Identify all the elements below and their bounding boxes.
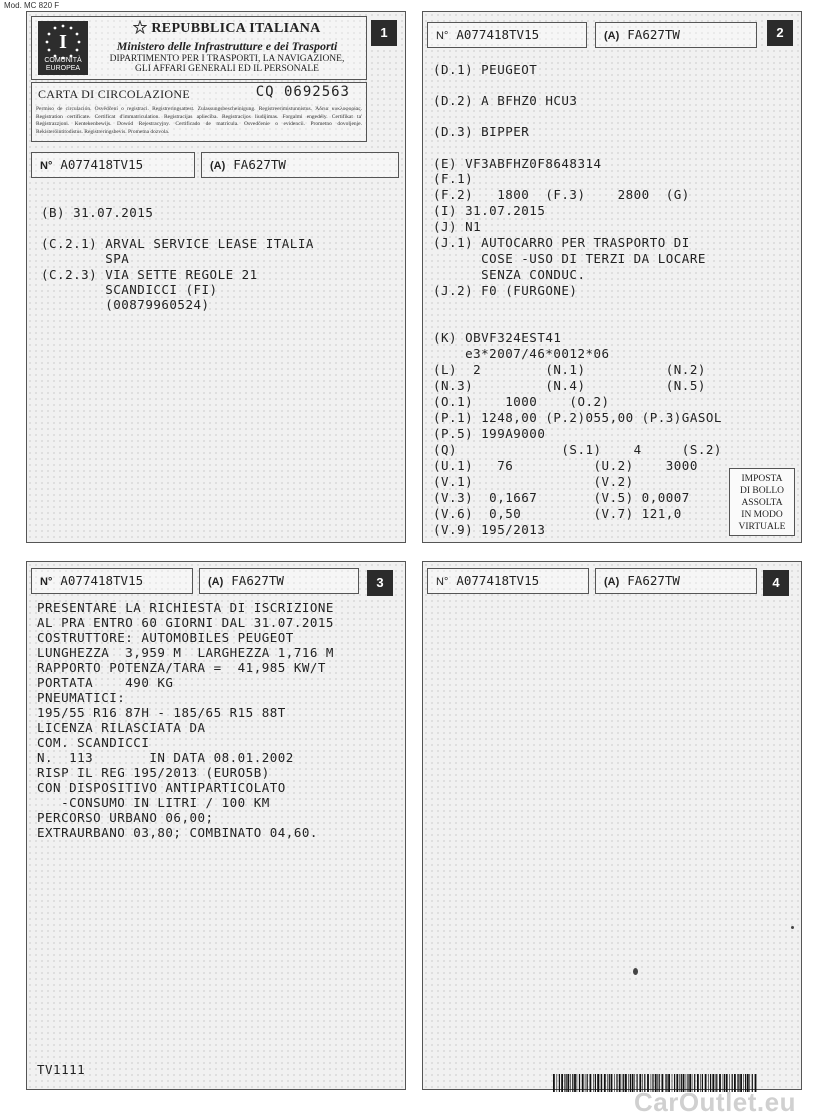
- republic-heading: [92, 20, 362, 74]
- text-line: PNEUMATICI:: [37, 690, 126, 705]
- a-label: (A): [604, 576, 620, 588]
- line-j1: (J.1) AUTOCARRO PER TRASPORTO DI: [433, 235, 690, 250]
- line-n3: (N.3) (N.4) (N.5): [433, 378, 706, 393]
- carta-block: [31, 82, 367, 142]
- a-value: FA627TW: [231, 573, 284, 588]
- footer-code: TV1111: [37, 1062, 86, 1077]
- line-j1-cont2: SENZA CONDUC.: [433, 267, 586, 282]
- line-q: (Q) (S.1) 4 (S.2): [433, 442, 722, 457]
- line-p5: (P.5) 199A9000: [433, 426, 546, 441]
- line-f2: (F.2) 1800 (F.3) 2800 (G): [433, 187, 690, 202]
- line-v1: (V.1) (V.2): [433, 474, 634, 489]
- line-d2: (D.2) A BFHZ0 HCU3: [433, 93, 578, 108]
- plate-box: [199, 568, 359, 594]
- plate-box: [201, 152, 399, 178]
- ministry-name: Ministero delle Infrastrutture e dei Trasporti: [116, 39, 338, 53]
- line-k-approval: e3*2007/46*0012*06: [433, 346, 610, 361]
- a-label: (A): [604, 30, 620, 42]
- eu-label: COMUNITÀ EUROPEA: [44, 57, 82, 72]
- text-line: EXTRAURBANO 03,80; COMBINATO 04,60.: [37, 825, 318, 840]
- line-j1-cont1: COSE -USO DI TERZI DA LOCARE: [433, 251, 706, 266]
- a-label: (A): [210, 160, 226, 172]
- country-letter: I: [59, 31, 67, 53]
- header-block: [31, 16, 367, 80]
- text-line: LUNGHEZZA 3,959 M LARGHEZZA 1,716 M: [37, 645, 334, 660]
- text-line: RISP IL REG 195/2013 (EURO5B): [37, 765, 270, 780]
- cq-number: CQ 0692563: [255, 84, 350, 100]
- document-number-box: [427, 568, 589, 594]
- multilanguage-text: Permiso de circulación. Osvědčení o registraci. Registreringsattest. Zulassungsbescheinigung. Registreerimistunnistus. Άδεια κυκλοφορίας. Registration certificate. Certificat d'immatriculation. Registracijas apliecība. Registracijos liudijimas. Forgalmi engedély. Certifikat ta' Reġistrazzjoni. Kentekenbewijs. Dowód Rejestracyjny. Certificado de matrícula. Osvedčenie o evidencii. Prometno dovoljenje. Rekisteröintitodistus. Registreringsbevis. Prometna dozvola.: [36, 106, 362, 135]
- text-line: RAPPORTO POTENZA/TARA = 41,985 KW/T: [37, 660, 326, 675]
- a-label: (A): [208, 576, 224, 588]
- line-c23-code: (00879960524): [41, 297, 210, 312]
- text-line: AL PRA ENTRO 60 GIORNI DAL 31.07.2015: [37, 615, 334, 630]
- line-d3: (D.3) BIPPER: [433, 124, 530, 139]
- document-number-box: [31, 152, 195, 178]
- ink-spot: [791, 926, 794, 929]
- panel-number: 3: [367, 570, 393, 596]
- a-value: FA627TW: [627, 27, 680, 42]
- stamp-duty-box: [729, 468, 795, 536]
- text-line: PERCORSO URBANO 06,00;: [37, 810, 214, 825]
- n-label: N°: [436, 30, 449, 42]
- ink-spot: [633, 968, 638, 975]
- line-c23-city: SCANDICCI (FI): [41, 282, 218, 297]
- carta-title: CARTA DI CIRCOLAZIONE: [38, 87, 190, 101]
- text-line: LICENZA RILASCIATA DA: [37, 720, 206, 735]
- line-j: (J) N1: [433, 219, 482, 234]
- line-u1: (U.1) 76 (U.2) 3000: [433, 458, 698, 473]
- line-e: (E) VF3ABFHZ0F8648314: [433, 156, 602, 171]
- stamp-line: VIRTUALE: [738, 522, 786, 532]
- line-k: (K) OBVF324EST41: [433, 330, 562, 345]
- emblem-icon: [133, 20, 147, 34]
- text-line: CON DISPOSITIVO ANTIPARTICOLATO: [37, 780, 286, 795]
- text-line: PORTATA 490 KG: [37, 675, 174, 690]
- plate-box: [595, 22, 757, 48]
- a-value: FA627TW: [233, 157, 286, 172]
- text-line: COSTRUTTORE: AUTOMOBILES PEUGEOT: [37, 630, 294, 645]
- line-c21: (C.2.1) ARVAL SERVICE LEASE ITALIA: [41, 236, 314, 251]
- line-f1: (F.1): [433, 171, 474, 186]
- panel-2: [422, 11, 802, 543]
- line-c21-cont: SPA: [41, 251, 130, 266]
- document-number-box: [427, 22, 587, 48]
- stamp-line: ASSOLTA: [741, 498, 783, 508]
- line-l: (L) 2 (N.1) (N.2): [433, 362, 706, 377]
- line-b: (B) 31.07.2015: [41, 205, 154, 220]
- panel-1: [26, 11, 406, 543]
- eu-emblem: [38, 21, 88, 75]
- republic-title: REPUBBLICA ITALIANA: [92, 20, 362, 37]
- plate-box: [595, 568, 757, 594]
- panel-4: [422, 561, 802, 1090]
- line-o1: (O.1) 1000 (O.2): [433, 394, 610, 409]
- department-line-2: GLI AFFARI GENERALI ED IL PERSONALE: [135, 64, 319, 74]
- line-c23: (C.2.3) VIA SETTE REGOLE 21: [41, 267, 258, 282]
- line-d1: (D.1) PEUGEOT: [433, 62, 538, 77]
- n-value: A077418TV15: [60, 157, 144, 172]
- line-p1: (P.1) 1248,00 (P.2)055,00 (P.3)GASOL: [433, 410, 722, 425]
- line-j2: (J.2) F0 (FURGONE): [433, 283, 578, 298]
- text-line: -CONSUMO IN LITRI / 100 KM: [37, 795, 270, 810]
- panel-3: [26, 561, 406, 1090]
- line-v6: (V.6) 0,50 (V.7) 121,0: [433, 506, 682, 521]
- watermark: CarOutlet.eu: [633, 1087, 796, 1117]
- panel-number: 1: [371, 20, 397, 46]
- panel-number: 4: [763, 570, 789, 596]
- stamp-line: IN MODO: [741, 510, 783, 520]
- n-label: N°: [436, 576, 449, 588]
- n-label: N°: [40, 576, 53, 588]
- text-line: COM. SCANDICCI: [37, 735, 150, 750]
- panel-number: 2: [767, 20, 793, 46]
- a-value: FA627TW: [627, 573, 680, 588]
- text-line: N. 113 IN DATA 08.01.2002: [37, 750, 294, 765]
- n-value: A077418TV15: [456, 27, 540, 42]
- department-line-1: DIPARTIMENTO PER I TRASPORTI, LA NAVIGAZIONE,: [109, 54, 345, 64]
- text-line: PRESENTARE LA RICHIESTA DI ISCRIZIONE: [37, 600, 334, 615]
- line-v9: (V.9) 195/2013: [433, 522, 546, 537]
- line-i: (I) 31.07.2015: [433, 203, 546, 218]
- n-value: A077418TV15: [456, 573, 540, 588]
- line-v3: (V.3) 0,1667 (V.5) 0,0007: [433, 490, 690, 505]
- mod-label: Mod. MC 820 F: [4, 1, 60, 10]
- document-number-box: [31, 568, 193, 594]
- stamp-line: DI BOLLO: [739, 486, 785, 496]
- text-line: 195/55 R16 87H - 185/65 R15 88T: [37, 705, 286, 720]
- stamp-line: IMPOSTA: [741, 474, 783, 484]
- n-value: A077418TV15: [60, 573, 144, 588]
- n-label: N°: [40, 160, 53, 172]
